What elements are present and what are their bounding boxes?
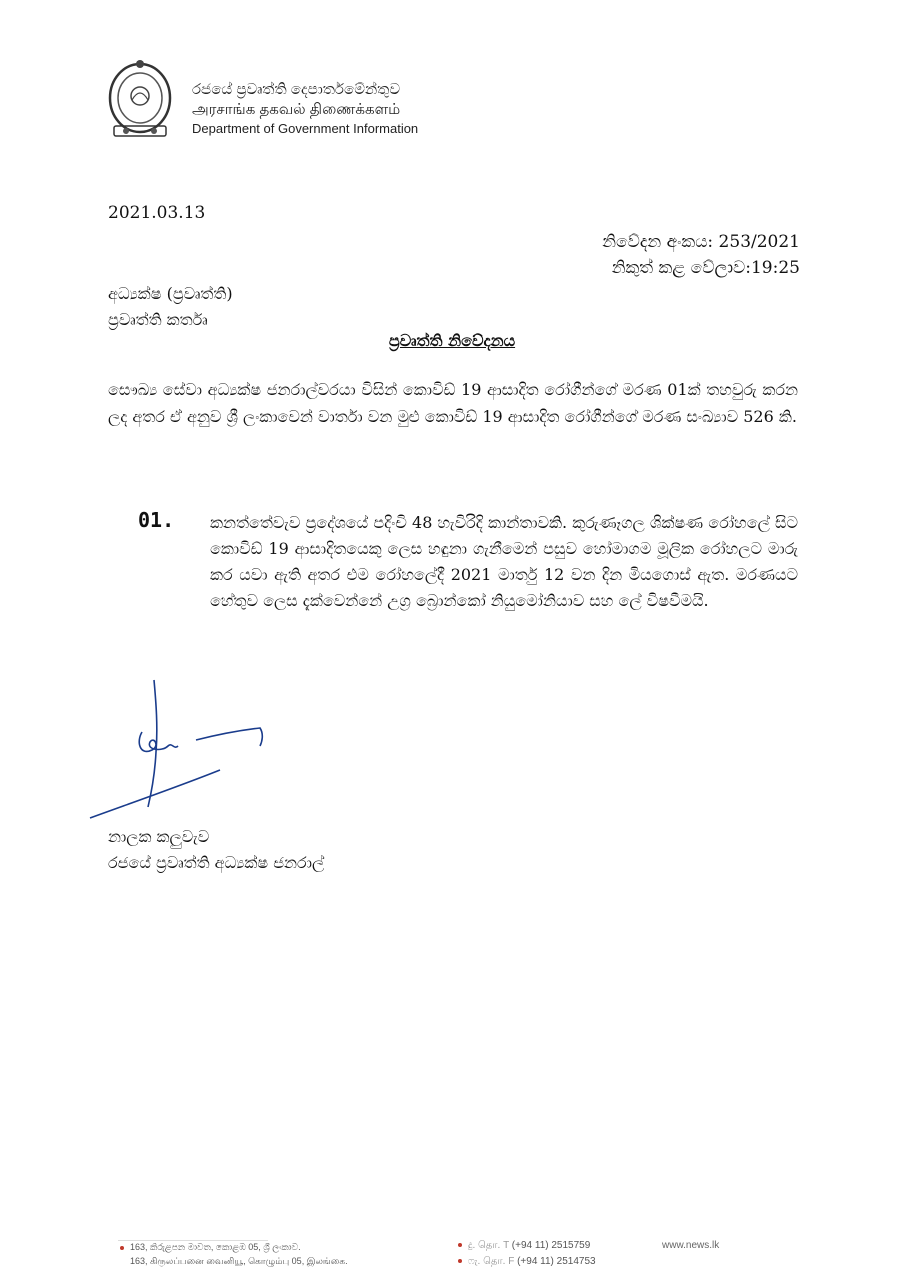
item-text: කනත්තේවැව ප්‍රදේශයේ පදිංචි 48 හැවිරිදි කාන්තාවකි. කුරුණෑගල ශික්ෂණ රෝහලේ සිට කොවිඩ් 19 ආසාදිතයෙකු ලෙස හඳුනා ගැනීමෙන් පසුව හෝමාගම මූලික රෝහලට මාරු කර යවා ඇති අතර එම රෝහලේදී 2021 මාර්තු 12 වන දින මියගොස් ඇත. මරණයට හේතුව ලෙස දැක්වෙන්නේ උග්‍ර බ්‍රොන්කෝ නියුමෝනියාව සහ ලේ විෂවීමයි. xyxy=(210,513,798,610)
item-number: 01. xyxy=(138,508,175,532)
website-link[interactable]: www.news.lk xyxy=(662,1240,720,1251)
sender-line-2: ප්‍රවෘත්ති කර්තෘ xyxy=(108,310,208,329)
sender-line-1: අධ්‍යක්ෂ (ප්‍රවෘත්ති) xyxy=(108,284,233,303)
signer-name: නාලක කලුවැව xyxy=(108,827,210,846)
letterhead xyxy=(104,56,524,146)
signer-title: රජයේ ප්‍රවෘත්ති අධ්‍යක්ෂ ජනරාල් xyxy=(108,853,325,872)
org-name-tamil: அரசாங்க தகவல் திணைக்களம் xyxy=(192,101,401,118)
bullet-icon xyxy=(120,1246,124,1250)
heading-text: ප්‍රවෘත්ති නිවේදනය xyxy=(388,331,516,350)
fax-number: (+94 11) 2514753 xyxy=(517,1256,596,1267)
footer-contact xyxy=(458,1238,596,1270)
fax-prefix: ෆැ. தொ. F xyxy=(468,1256,515,1267)
phone-prefix: දු. தொ. T xyxy=(468,1240,510,1251)
address-line-1: 163, කිරුළපන මාවත, කොළඹ 05, ශ්‍රී ලංකාව. xyxy=(130,1242,301,1252)
document-date: 2021.03.13 xyxy=(108,203,206,223)
sender-block xyxy=(108,281,233,333)
footer xyxy=(0,1228,904,1280)
phone-number: (+94 11) 2515759 xyxy=(511,1240,591,1251)
signer-block xyxy=(108,824,324,876)
release-meta xyxy=(602,229,800,281)
document-heading xyxy=(0,331,904,351)
release-number: නිවේදන අංකය: 253/2021 xyxy=(602,232,800,252)
fax-icon xyxy=(458,1259,462,1263)
org-name-sinhala: රජයේ ප්‍රවෘත්ති දෙපාර්තමේන්තුව xyxy=(192,81,401,98)
footer-address xyxy=(120,1240,348,1268)
release-time: නිකුත් කළ වේලාව:19:25 xyxy=(611,258,800,278)
org-name-english: Department of Government Information xyxy=(192,121,419,136)
signature-icon xyxy=(84,672,284,822)
government-emblem-icon xyxy=(104,56,176,142)
phone-icon xyxy=(458,1243,462,1247)
address-line-2: 163, கிருலப்பனை வைனியூ, கொழும்பு 05, இலங்கை. xyxy=(130,1256,348,1266)
intro-paragraph: සෞඛ්‍ය සේවා අධ්‍යක්ෂ ජනරාල්වරයා විසින් කොවිඩ් 19 ආසාදිත රෝගීන්ගේ මරණ 01ක් තහවුරු කරන ලද අතර ඒ අනුව ශ්‍රී ලංකාවෙන් වාර්තා වන මුළු කොවිඩ් 19 ආසාදිත රෝගීන්ගේ මරණ සංඛ්‍යාව 526 කි. xyxy=(108,380,798,426)
